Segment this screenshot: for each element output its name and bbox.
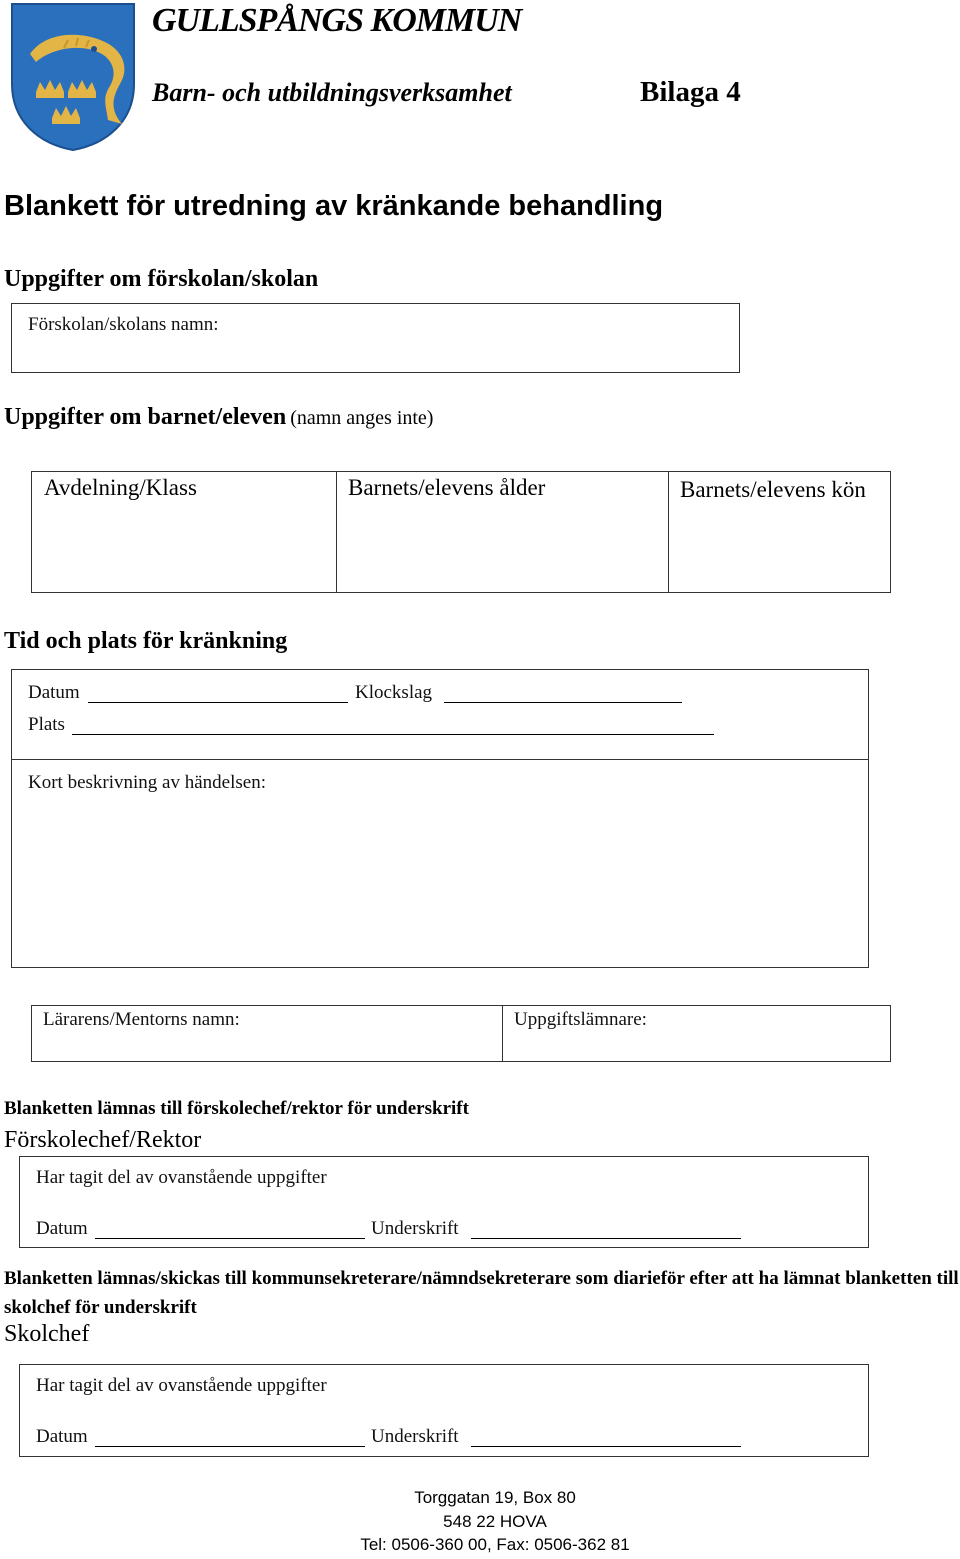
teacher-name-label: Lärarens/Mentorns namn: <box>43 1009 240 1030</box>
school-section-heading: Uppgifter om förskolan/skolan <box>4 266 319 292</box>
place-input-line[interactable] <box>72 734 714 735</box>
date-input-line[interactable] <box>88 702 348 703</box>
age-field[interactable] <box>337 472 668 592</box>
principal-ack: Har tagit del av ovanstående uppgifter <box>36 1167 327 1188</box>
teacher-name-field[interactable] <box>32 1006 502 1061</box>
principal-date-label: Datum <box>36 1218 88 1239</box>
gender-field[interactable] <box>669 472 890 592</box>
principal-date-line[interactable] <box>95 1238 365 1239</box>
principal-sign-box <box>19 1156 869 1248</box>
footer-contact: Tel: 0506-360 00, Fax: 0506-362 81 <box>360 1535 630 1554</box>
principal-heading: Förskolechef/Rektor <box>4 1127 202 1153</box>
principal-note: Blanketten lämnas till förskolechef/rektor för underskrift <box>4 1098 469 1119</box>
time-section-heading: Tid och plats för kränkning <box>4 628 288 654</box>
informant-field[interactable] <box>503 1006 890 1061</box>
child-section-note: (namn anges inte) <box>290 407 434 429</box>
school-chief-note: Blanketten lämnas/skickas till kommunsekreterare/nämndsekreterare som diarieför efter att ha lämnat blanketten till skolchef för underskrift <box>4 1268 959 1318</box>
page-title: Blankett för utredning av kränkande behandling <box>4 190 664 222</box>
school-name-box[interactable] <box>11 303 740 373</box>
school-chief-heading: Skolchef <box>4 1321 90 1347</box>
child-section-title: Uppgifter om barnet/eleven <box>4 404 287 430</box>
principal-sign-label: Underskrift <box>371 1218 459 1239</box>
appendix-label: Bilaga 4 <box>640 76 741 108</box>
school-chief-sign-label: Underskrift <box>371 1426 459 1447</box>
principal-sign-line[interactable] <box>471 1238 741 1239</box>
school-chief-date-label: Datum <box>36 1426 88 1447</box>
footer-address-line1: Torggatan 19, Box 80 <box>414 1488 576 1507</box>
description-label: Kort beskrivning av händelsen: <box>28 772 266 793</box>
child-section-heading <box>4 404 433 431</box>
place-label: Plats <box>28 714 65 735</box>
school-chief-sign-line[interactable] <box>471 1446 741 1447</box>
department-name: Barn- och utbildningsverksamhet <box>152 78 512 107</box>
school-name-label: Förskolan/skolans namn: <box>28 314 219 335</box>
reporter-table <box>31 1005 891 1062</box>
municipality-name: GULLSPÅNGS KOMMUN <box>152 2 522 39</box>
time-place-box <box>11 669 869 760</box>
class-field[interactable] <box>32 472 336 592</box>
child-info-table <box>31 471 891 593</box>
school-chief-date-line[interactable] <box>95 1446 365 1447</box>
class-label: Avdelning/Klass <box>44 475 197 500</box>
municipal-crest-logo <box>10 2 136 152</box>
age-label: Barnets/elevens ålder <box>348 475 546 500</box>
school-chief-ack: Har tagit del av ovanstående uppgifter <box>36 1375 327 1396</box>
footer-address-line2: 548 22 HOVA <box>443 1512 547 1531</box>
date-label: Datum <box>28 682 80 703</box>
time-input-line[interactable] <box>444 702 682 703</box>
school-chief-sign-box <box>19 1364 869 1457</box>
informant-label: Uppgiftslämnare: <box>514 1009 647 1030</box>
gender-label: Barnets/elevens kön <box>680 477 866 502</box>
time-label: Klockslag <box>355 682 433 703</box>
description-box[interactable] <box>11 759 869 968</box>
